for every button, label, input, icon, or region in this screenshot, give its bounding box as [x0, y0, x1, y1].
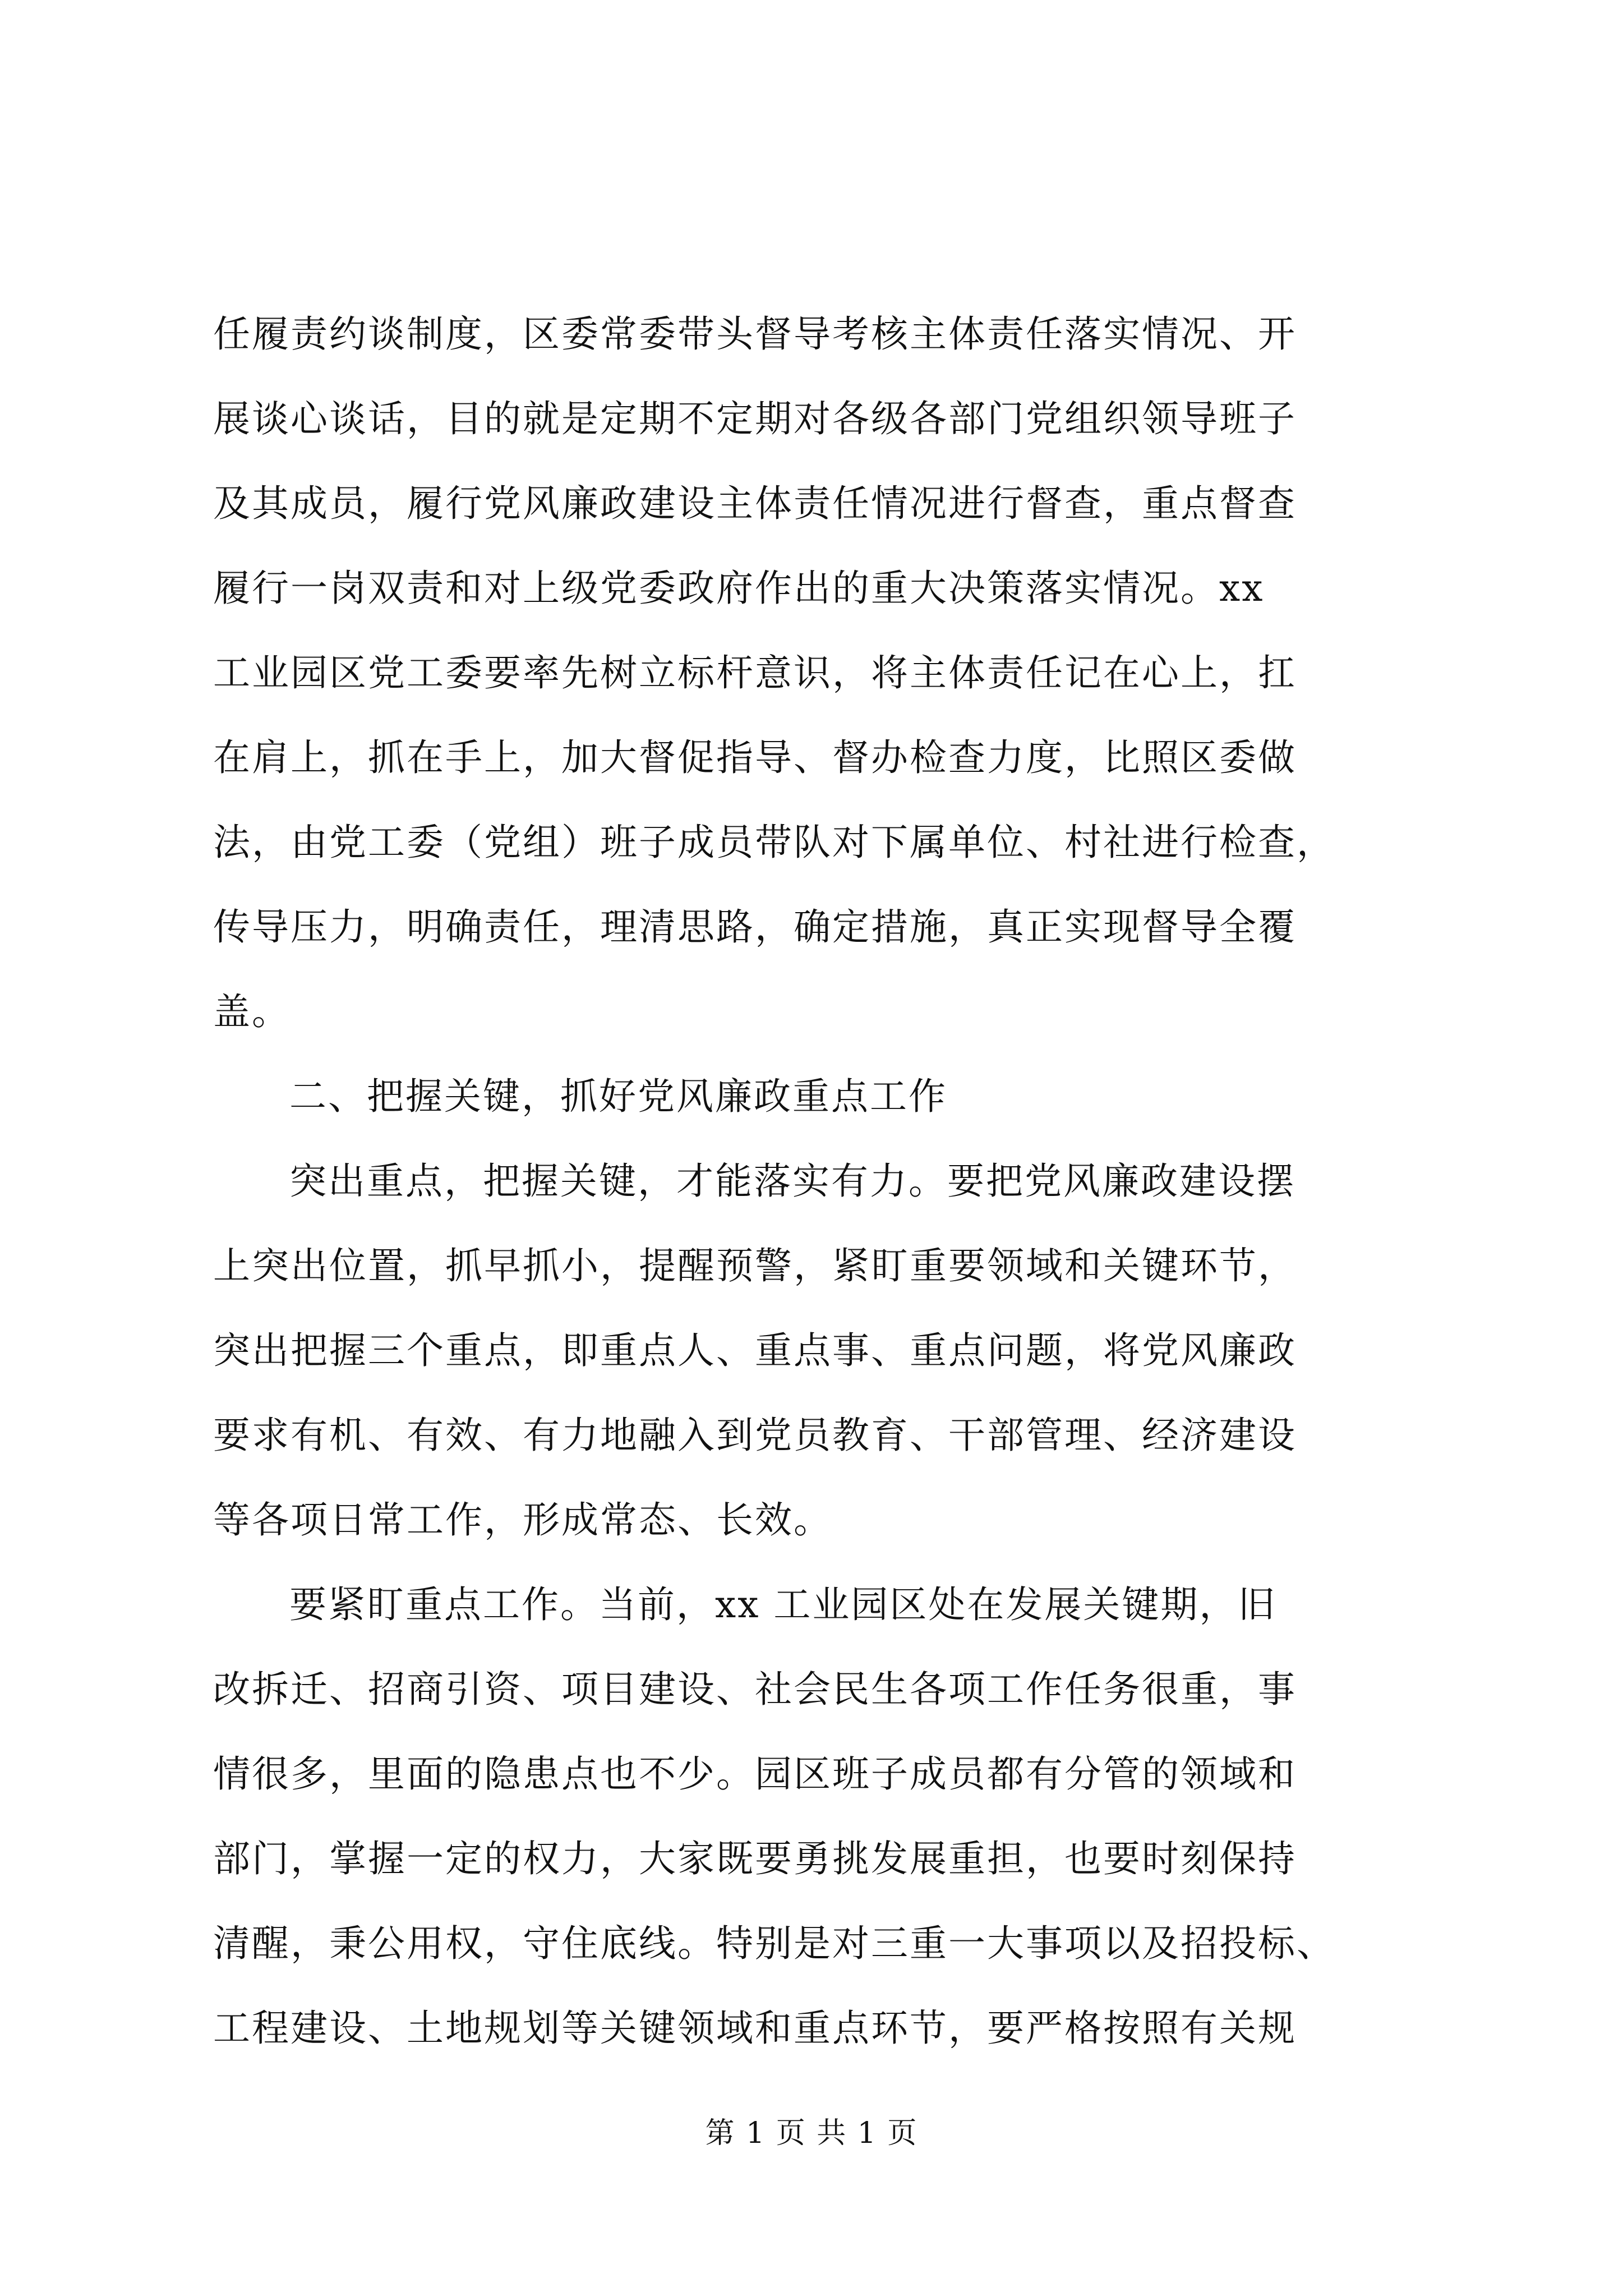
body-line: 展谈心谈话，目的就是定期不定期对各级各部门党组织领导班子 [213, 397, 1297, 440]
body-line: 等各项日常工作，形成常态、长效。 [213, 1498, 832, 1542]
body-line: 要紧盯重点工作。当前，xx 工业园区处在发展关键期，旧 [289, 1583, 1277, 1626]
body-line: 及其成员，履行党风廉政建设主体责任情况进行督查，重点督查 [213, 482, 1297, 525]
section-heading: 二、把握关键，抓好党风廉政重点工作 [289, 1075, 947, 1118]
body-line: 法，由党工委（党组）班子成员带队对下属单位、村社进行检查， [213, 821, 1335, 864]
body-line: 履行一岗双责和对上级党委政府作出的重大决策落实情况。xx [213, 567, 1265, 610]
body-line: 部门，掌握一定的权力，大家既要勇挑发展重担，也要时刻保持 [213, 1837, 1297, 1880]
body-line: 在肩上，抓在手上，加大督促指导、督办检查力度，比照区委做 [213, 736, 1297, 779]
body-line: 传导压力，明确责任，理清思路，确定措施，真正实现督导全覆 [213, 905, 1297, 949]
body-line: 上突出位置，抓早抓小，提醒预警，紧盯重要领域和关键环节， [213, 1244, 1297, 1287]
page-number-footer: 第 1 页 共 1 页 [705, 2116, 918, 2150]
body-line: 任履责约谈制度，区委常委带头督导考核主体责任落实情况、开 [213, 312, 1297, 356]
body-line: 改拆迁、招商引资、项目建设、社会民生各项工作任务很重，事 [213, 1668, 1297, 1711]
body-line: 突出重点，把握关键，才能落实有力。要把党风廉政建设摆 [289, 1159, 1295, 1203]
body-line: 工业园区党工委要率先树立标杆意识，将主体责任记在心上，扛 [213, 651, 1297, 694]
body-line: 工程建设、土地规划等关键领域和重点环节，要严格按照有关规 [213, 2007, 1297, 2050]
body-line: 要求有机、有效、有力地融入到党员教育、干部管理、经济建设 [213, 1414, 1297, 1457]
document-body [213, 292, 1424, 2070]
body-line: 清醒，秉公用权，守住底线。特别是对三重一大事项以及招投标、 [213, 1922, 1335, 1965]
body-line: 情很多，里面的隐患点也不少。园区班子成员都有分管的领域和 [213, 1752, 1297, 1796]
body-line: 盖。 [213, 990, 291, 1033]
body-line: 突出把握三个重点，即重点人、重点事、重点问题，将党风廉政 [213, 1329, 1297, 1372]
